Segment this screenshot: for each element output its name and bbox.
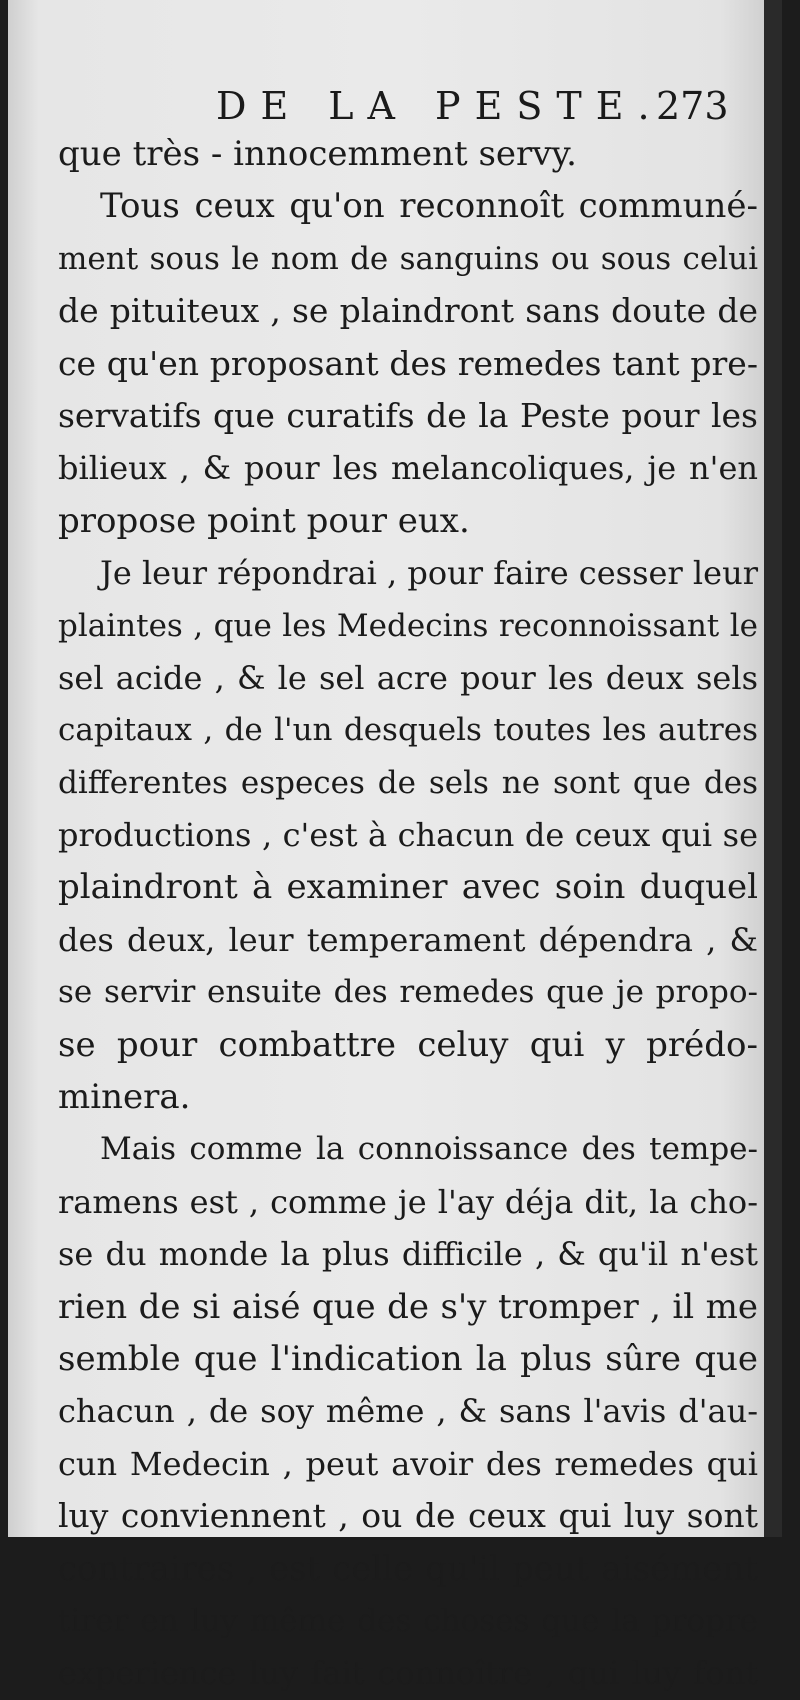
text-line: semble que l'indication la plus sûre que xyxy=(58,1338,758,1379)
text-line: sel acide , & le sel acre pour les deux sels xyxy=(58,658,758,697)
book-page xyxy=(8,0,782,1693)
text-line: tirer en luy même des choses que la propre xyxy=(58,1602,758,1639)
text-line: ce qu'en proposant des remedes tant pre- xyxy=(58,343,758,383)
page-edge-shadow xyxy=(764,0,782,1537)
text-line: contraires , est celle qu'il peut aisément xyxy=(58,1548,758,1589)
text-line: ramens est , comme je l'ay déja dit, la cho- xyxy=(58,1182,758,1221)
text-line: Je leur répondrai , pour faire cesser leur xyxy=(100,554,758,593)
text-line: rien de si aisé que de s'y tromper , il me xyxy=(58,1286,758,1327)
text-line: cun Medecin , peut avoir des remedes qui xyxy=(58,1444,758,1483)
page-header xyxy=(8,76,782,136)
text-line: se du monde la plus difficile , & qu'il n'est xyxy=(58,1235,758,1274)
text-line: productions , c'est à chacun de ceux qui se xyxy=(58,816,758,855)
text-line: ment sous le nom de sanguins ou sous celui xyxy=(58,240,758,277)
text-line: que très - innocemment servy. xyxy=(58,134,577,174)
text-line: differentes especes de sels ne sont que des xyxy=(58,764,758,801)
text-line: chacun , de soy même , & sans l'avis d'au- xyxy=(58,1392,758,1431)
text-line: se pour combattre celuy qui y prédo- xyxy=(58,1024,758,1065)
text-line: servatifs que curatifs de la Peste pour les xyxy=(58,395,758,435)
text-line: des deux, leur temperament dépendra , & xyxy=(58,920,758,959)
text-line: Tous ceux qu'on reconnoît communé- xyxy=(100,186,758,227)
text-line: luy conviennent , ou de ceux qui luy sont xyxy=(58,1496,758,1536)
text-line: Mais comme la connoissance des tempe- xyxy=(100,1131,758,1168)
text-line: propose point pour eux. xyxy=(58,500,470,541)
text-line: bilieux , & pour les melancoliques, je n'en xyxy=(58,449,758,488)
page-number: 273 xyxy=(656,84,729,128)
text-line: experience luy fait connoître , qui luy font xyxy=(58,1654,758,1693)
text-line: de pituiteux , se plaindront sans doute de xyxy=(58,291,758,331)
text-line: minera. xyxy=(58,1077,191,1118)
running-head: DE LA PESTE. xyxy=(216,84,664,128)
body-text xyxy=(58,128,758,1700)
text-line: se servir ensuite des remedes que je propo- xyxy=(58,974,758,1011)
text-line: plaintes , que les Medecins reconnoissant le xyxy=(58,607,758,644)
text-line: plaindront à examiner avec soin duquel xyxy=(58,867,758,908)
text-line: capitaux , de l'un desquels toutes les autres xyxy=(58,712,758,749)
